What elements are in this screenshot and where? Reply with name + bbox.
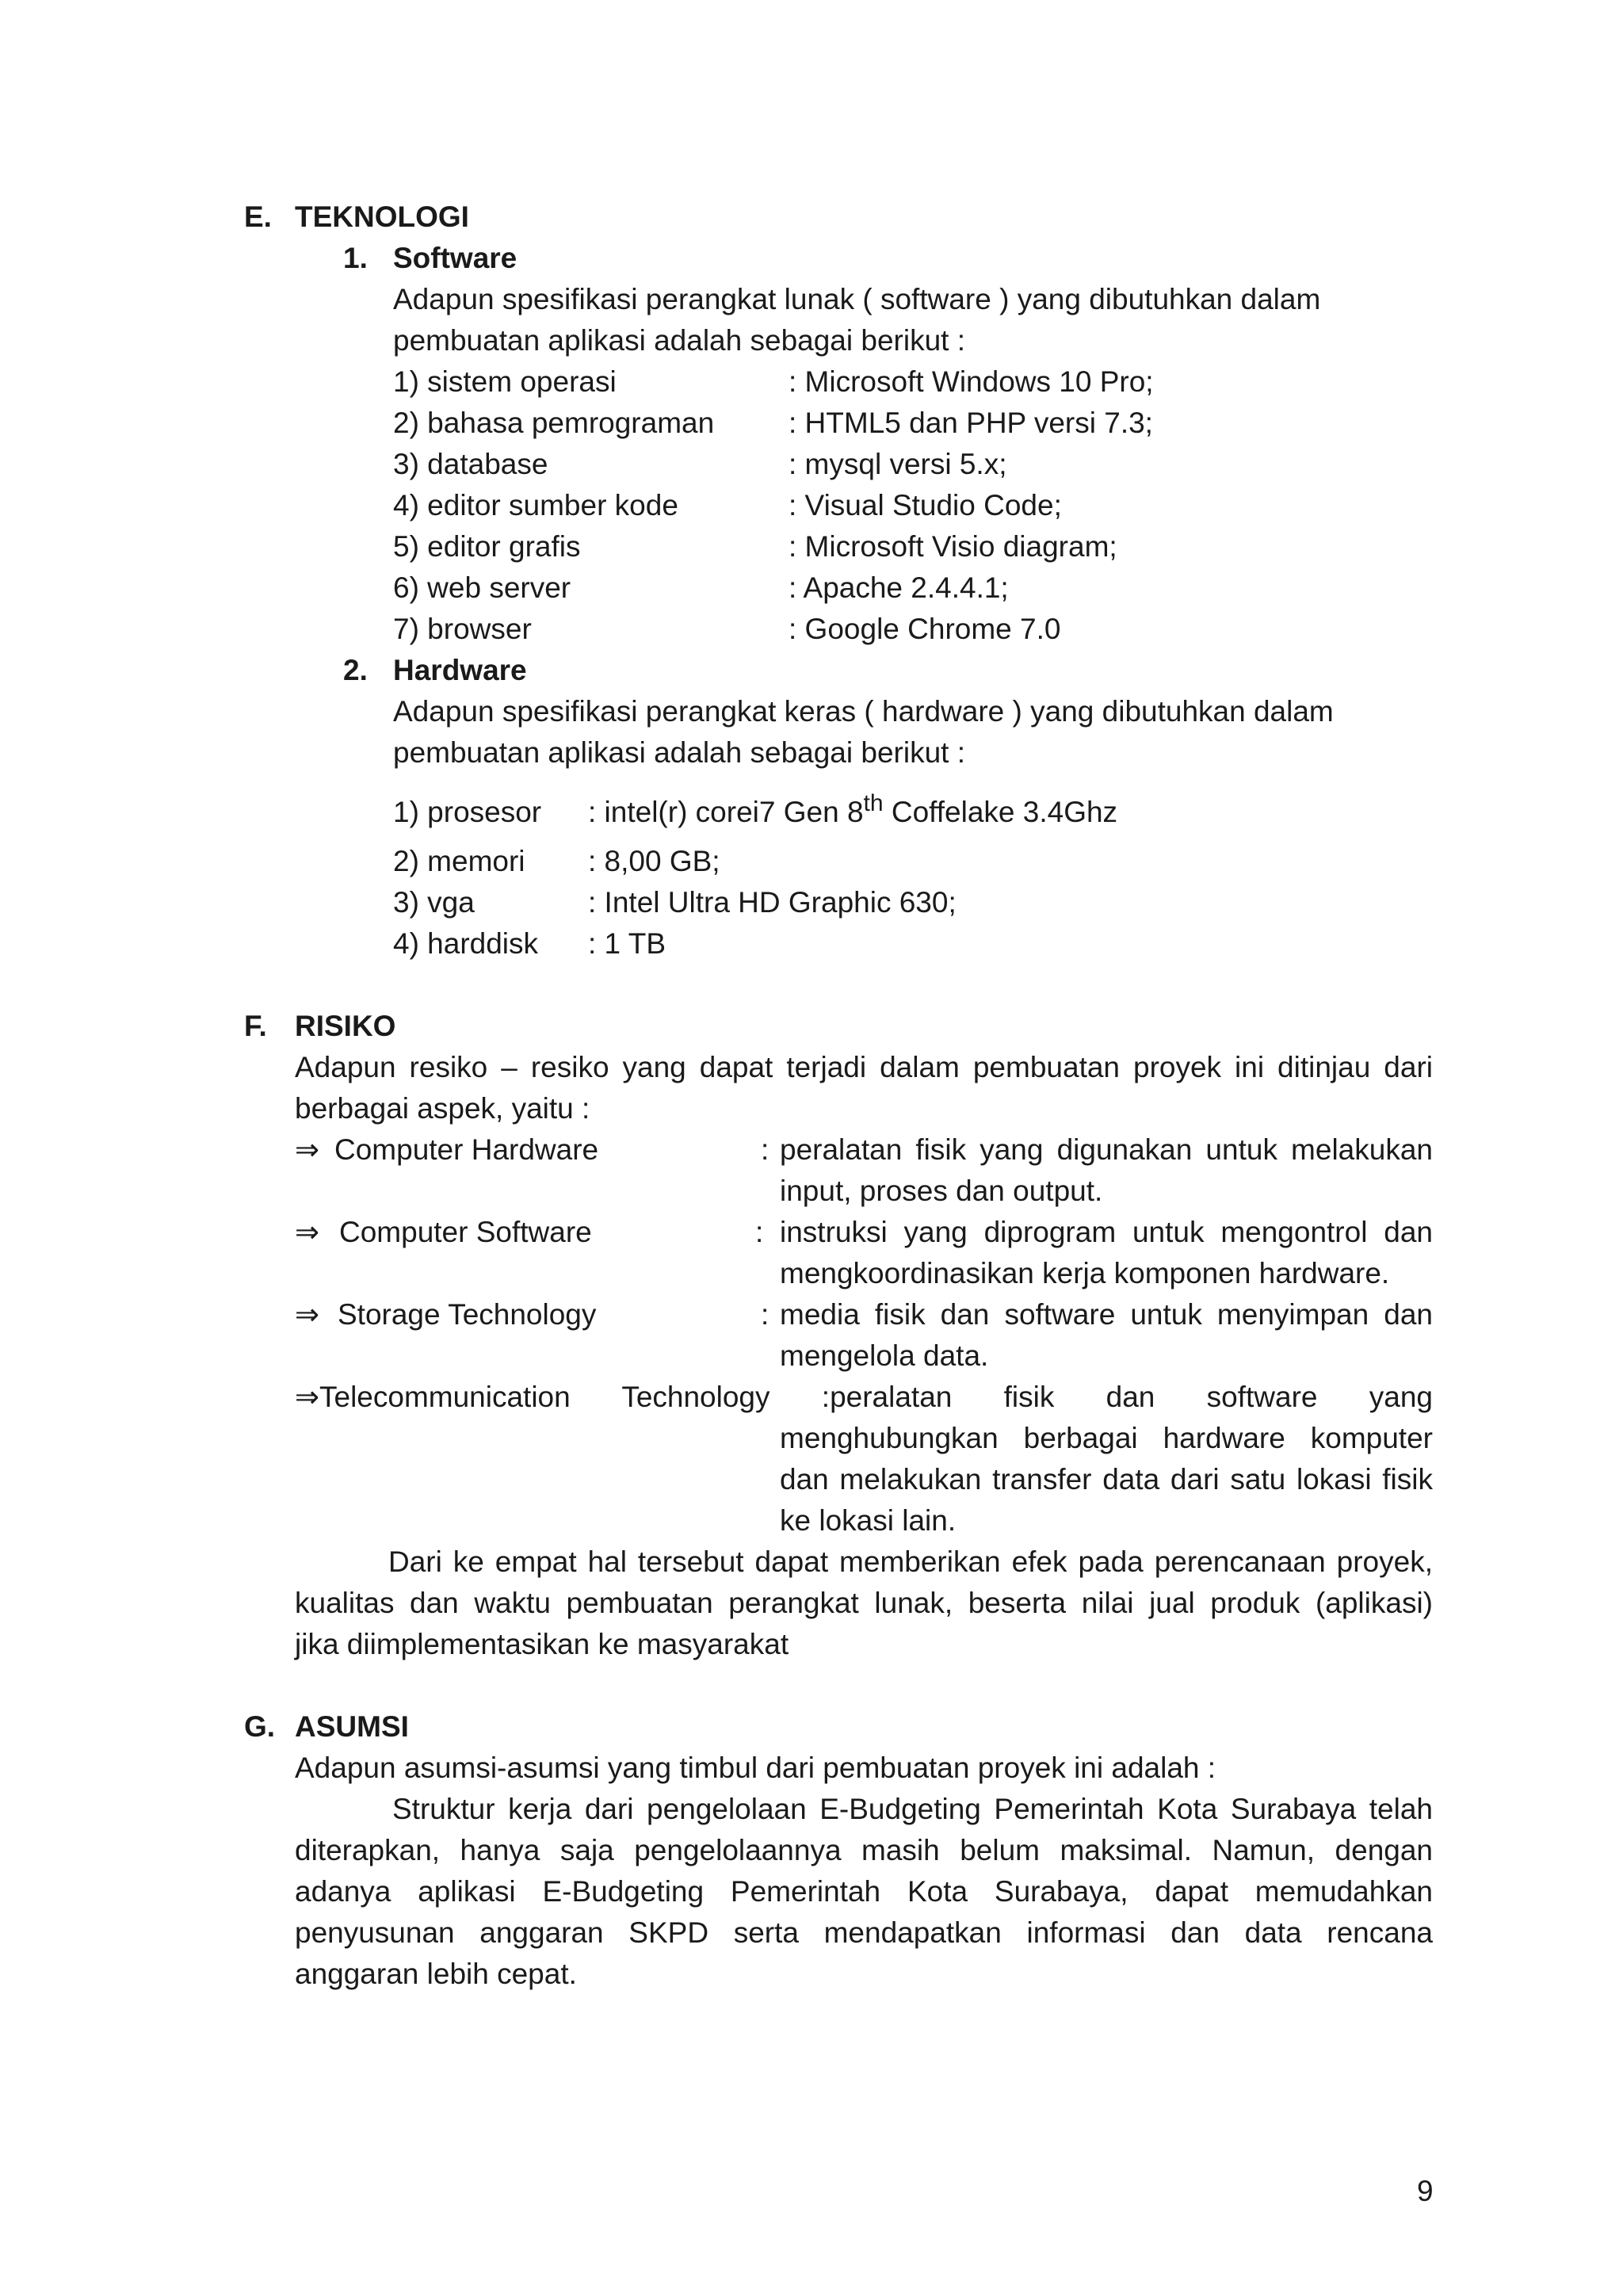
software-item-label: 2) bahasa pemrograman — [393, 407, 715, 439]
arrow-icon: ⇒ — [295, 1216, 320, 1248]
asumsi-paragraph: penyusunan anggaran SKPD serta mendapatkan informasi dan data rencana — [295, 1916, 1433, 1949]
software-item-value: : Visual Studio Code; — [789, 489, 1062, 521]
risk-item-desc: instruksi yang diprogram untuk mengontrol dan — [780, 1216, 1433, 1248]
software-intro: Adapun spesifikasi perangkat lunak ( software ) yang dibutuhkan dalam — [393, 283, 1321, 315]
software-item-label: 7) browser — [393, 613, 532, 645]
risiko-paragraph: jika diimplementasikan ke masyarakat — [295, 1628, 789, 1660]
risk-item-label: Computer Software — [339, 1216, 592, 1248]
risk-item-label: Storage Technology — [338, 1298, 597, 1331]
software-item-value: : Apache 2.4.4.1; — [789, 571, 1009, 604]
hardware-item-value: : Intel Ultra HD Graphic 630; — [588, 886, 957, 919]
arrow-icon: ⇒ — [295, 1133, 320, 1166]
risk-item-colon: : — [761, 1298, 769, 1331]
software-heading: Software — [393, 242, 517, 274]
ordinal-suffix: th — [863, 790, 884, 816]
section-g-title: ASUMSI — [295, 1710, 409, 1743]
section-f-letter: F. — [244, 1010, 267, 1042]
risk-item-telecom: ⇒Telecommunication Technology :peralatan fisik dan software yang — [295, 1381, 1433, 1413]
software-item-label: 6) web server — [393, 571, 571, 604]
risk-item-desc: peralatan fisik yang digunakan untuk melakukan — [780, 1133, 1433, 1166]
risiko-paragraph: Dari ke empat hal tersebut dapat memberikan efek pada perencanaan proyek, — [388, 1545, 1433, 1578]
risiko-intro: berbagai aspek, yaitu : — [295, 1092, 590, 1125]
risk-item-desc: media fisik dan software untuk menyimpan dan — [780, 1298, 1433, 1331]
software-item-label: 3) database — [393, 448, 548, 480]
hardware-item-value: : 1 TB — [588, 927, 666, 960]
hardware-item-label: 2) memori — [393, 845, 525, 877]
software-item-value: : Google Chrome 7.0 — [789, 613, 1061, 645]
software-item-value: : Microsoft Windows 10 Pro; — [789, 365, 1154, 398]
arrow-icon: ⇒ — [295, 1298, 320, 1331]
risk-item-desc: input, proses dan output. — [780, 1175, 1103, 1207]
risk-item-colon: : — [755, 1216, 764, 1248]
hardware-item-value: : 8,00 GB; — [588, 845, 720, 877]
software-item-value: : mysql versi 5.x; — [789, 448, 1007, 480]
risiko-intro: Adapun resiko – resiko yang dapat terjadi dalam pembuatan proyek ini ditinjau dari — [295, 1051, 1433, 1083]
asumsi-paragraph: anggaran lebih cepat. — [295, 1958, 577, 1990]
software-number: 1. — [343, 242, 368, 274]
software-item-label: 5) editor grafis — [393, 530, 581, 563]
software-item-label: 1) sistem operasi — [393, 365, 617, 398]
risk-item-desc: menghubungkan berbagai hardware komputer — [780, 1422, 1433, 1454]
section-f-title: RISIKO — [295, 1010, 396, 1042]
asumsi-paragraph: Struktur kerja dari pengelolaan E-Budgeting Pemerintah Kota Surabaya telah — [392, 1793, 1433, 1825]
hardware-item-label: 4) harddisk — [393, 927, 539, 960]
risk-item-label: Computer Hardware — [334, 1133, 599, 1166]
risk-item-desc: mengkoordinasikan kerja komponen hardware. — [780, 1257, 1390, 1289]
software-intro: pembuatan aplikasi adalah sebagai berikut : — [393, 324, 965, 357]
hardware-heading: Hardware — [393, 654, 527, 686]
section-e-letter: E. — [244, 201, 272, 233]
hardware-item-label: 1) prosesor — [393, 796, 542, 828]
hardware-item-value: : intel(r) corei7 Gen 8th Coffelake 3.4Ghz — [588, 790, 1118, 828]
section-e-title: TEKNOLOGI — [295, 201, 469, 233]
asumsi-intro: Adapun asumsi-asumsi yang timbul dari pembuatan proyek ini adalah : — [295, 1752, 1216, 1784]
asumsi-paragraph: adanya aplikasi E-Budgeting Pemerintah Kota Surabaya, dapat memudahkan — [295, 1875, 1433, 1908]
hardware-intro: pembuatan aplikasi adalah sebagai berikut : — [393, 736, 965, 769]
software-item-value: : Microsoft Visio diagram; — [789, 530, 1117, 563]
hardware-item-label: 3) vga — [393, 886, 475, 919]
hardware-intro: Adapun spesifikasi perangkat keras ( hardware ) yang dibutuhkan dalam — [393, 695, 1334, 728]
asumsi-paragraph: diterapkan, hanya saja pengelolaannya masih belum maksimal. Namun, dengan — [295, 1834, 1433, 1866]
software-item-value: : HTML5 dan PHP versi 7.3; — [789, 407, 1153, 439]
risk-item-desc: mengelola data. — [780, 1339, 989, 1372]
risk-item-desc: dan melakukan transfer data dari satu lokasi fisik — [780, 1463, 1433, 1496]
risiko-paragraph: kualitas dan waktu pembuatan perangkat lunak, beserta nilai jual produk (aplikasi) — [295, 1587, 1433, 1619]
section-g-letter: G. — [244, 1710, 276, 1743]
page-number: 9 — [1417, 2175, 1434, 2207]
risk-item-desc: ke lokasi lain. — [780, 1504, 957, 1537]
risk-item-colon: : — [761, 1133, 769, 1166]
software-item-label: 4) editor sumber kode — [393, 489, 678, 521]
hardware-number: 2. — [343, 654, 368, 686]
